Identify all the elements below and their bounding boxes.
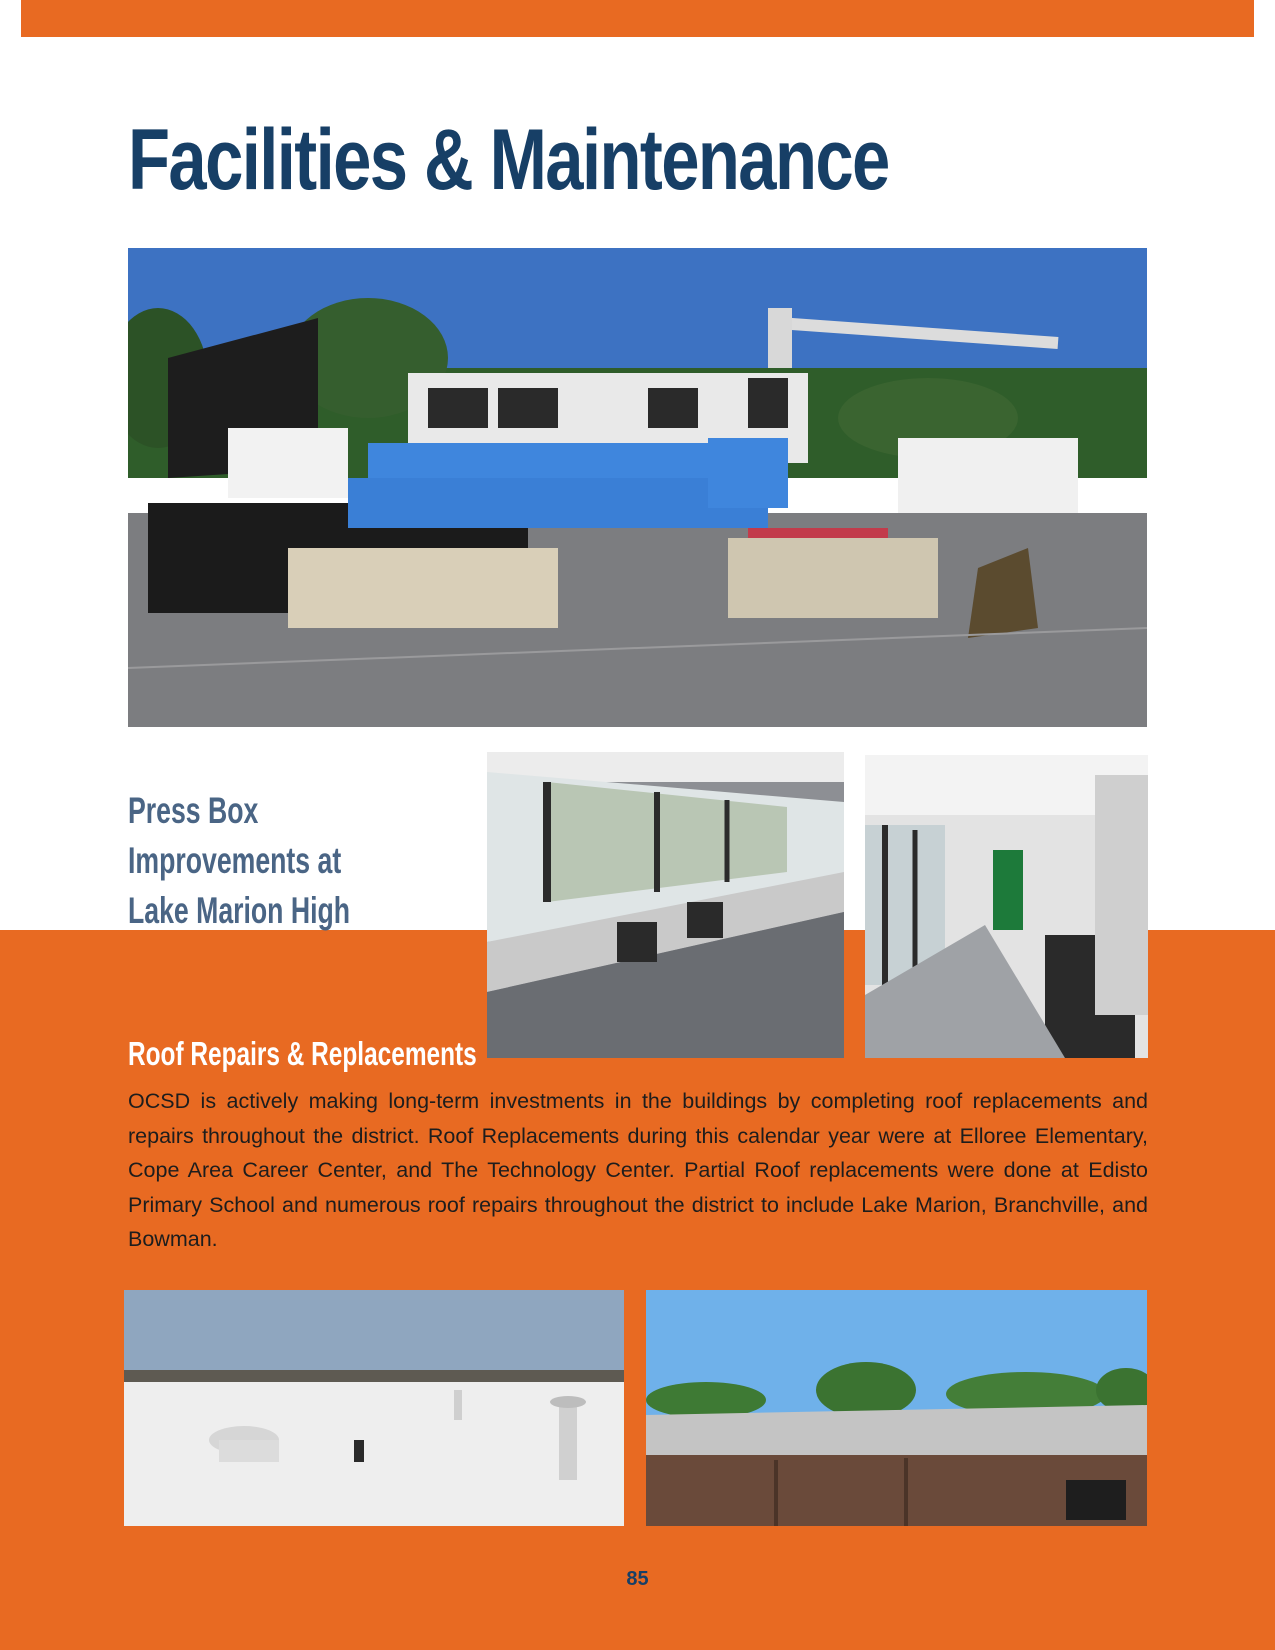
team-photo: [128, 248, 1147, 727]
roof-heading: Roof Repairs & Replacements: [128, 1035, 477, 1072]
page-title: Facilities & Maintenance: [128, 112, 889, 208]
page-number: 85: [626, 1568, 649, 1590]
press-box-heading-line1: Press Box Improvements at: [128, 790, 342, 881]
press-box-heading-line2: Lake Marion High: [128, 890, 351, 931]
white-roof-photo: [124, 1290, 624, 1526]
brick-building-roof-photo: [646, 1290, 1147, 1526]
roof-paragraph: OCSD is actively making long-term investments in the buildings by completing roof replacements and repairs throughout the district. Roof Replacements during this calendar year were at Elloree Elementary, Cope Area Career Center, and The Technology Center. Partial Roof replacements were done at Edisto Primary School and numerous roof repairs throughout the district to include Lake Marion, Branchville, and Bowman.: [128, 1089, 1148, 1251]
press-box-heading: [128, 786, 416, 936]
top-accent-bar: [21, 0, 1254, 37]
press-box-photo-right: [865, 755, 1148, 1058]
press-box-photo-left: [487, 752, 844, 1058]
